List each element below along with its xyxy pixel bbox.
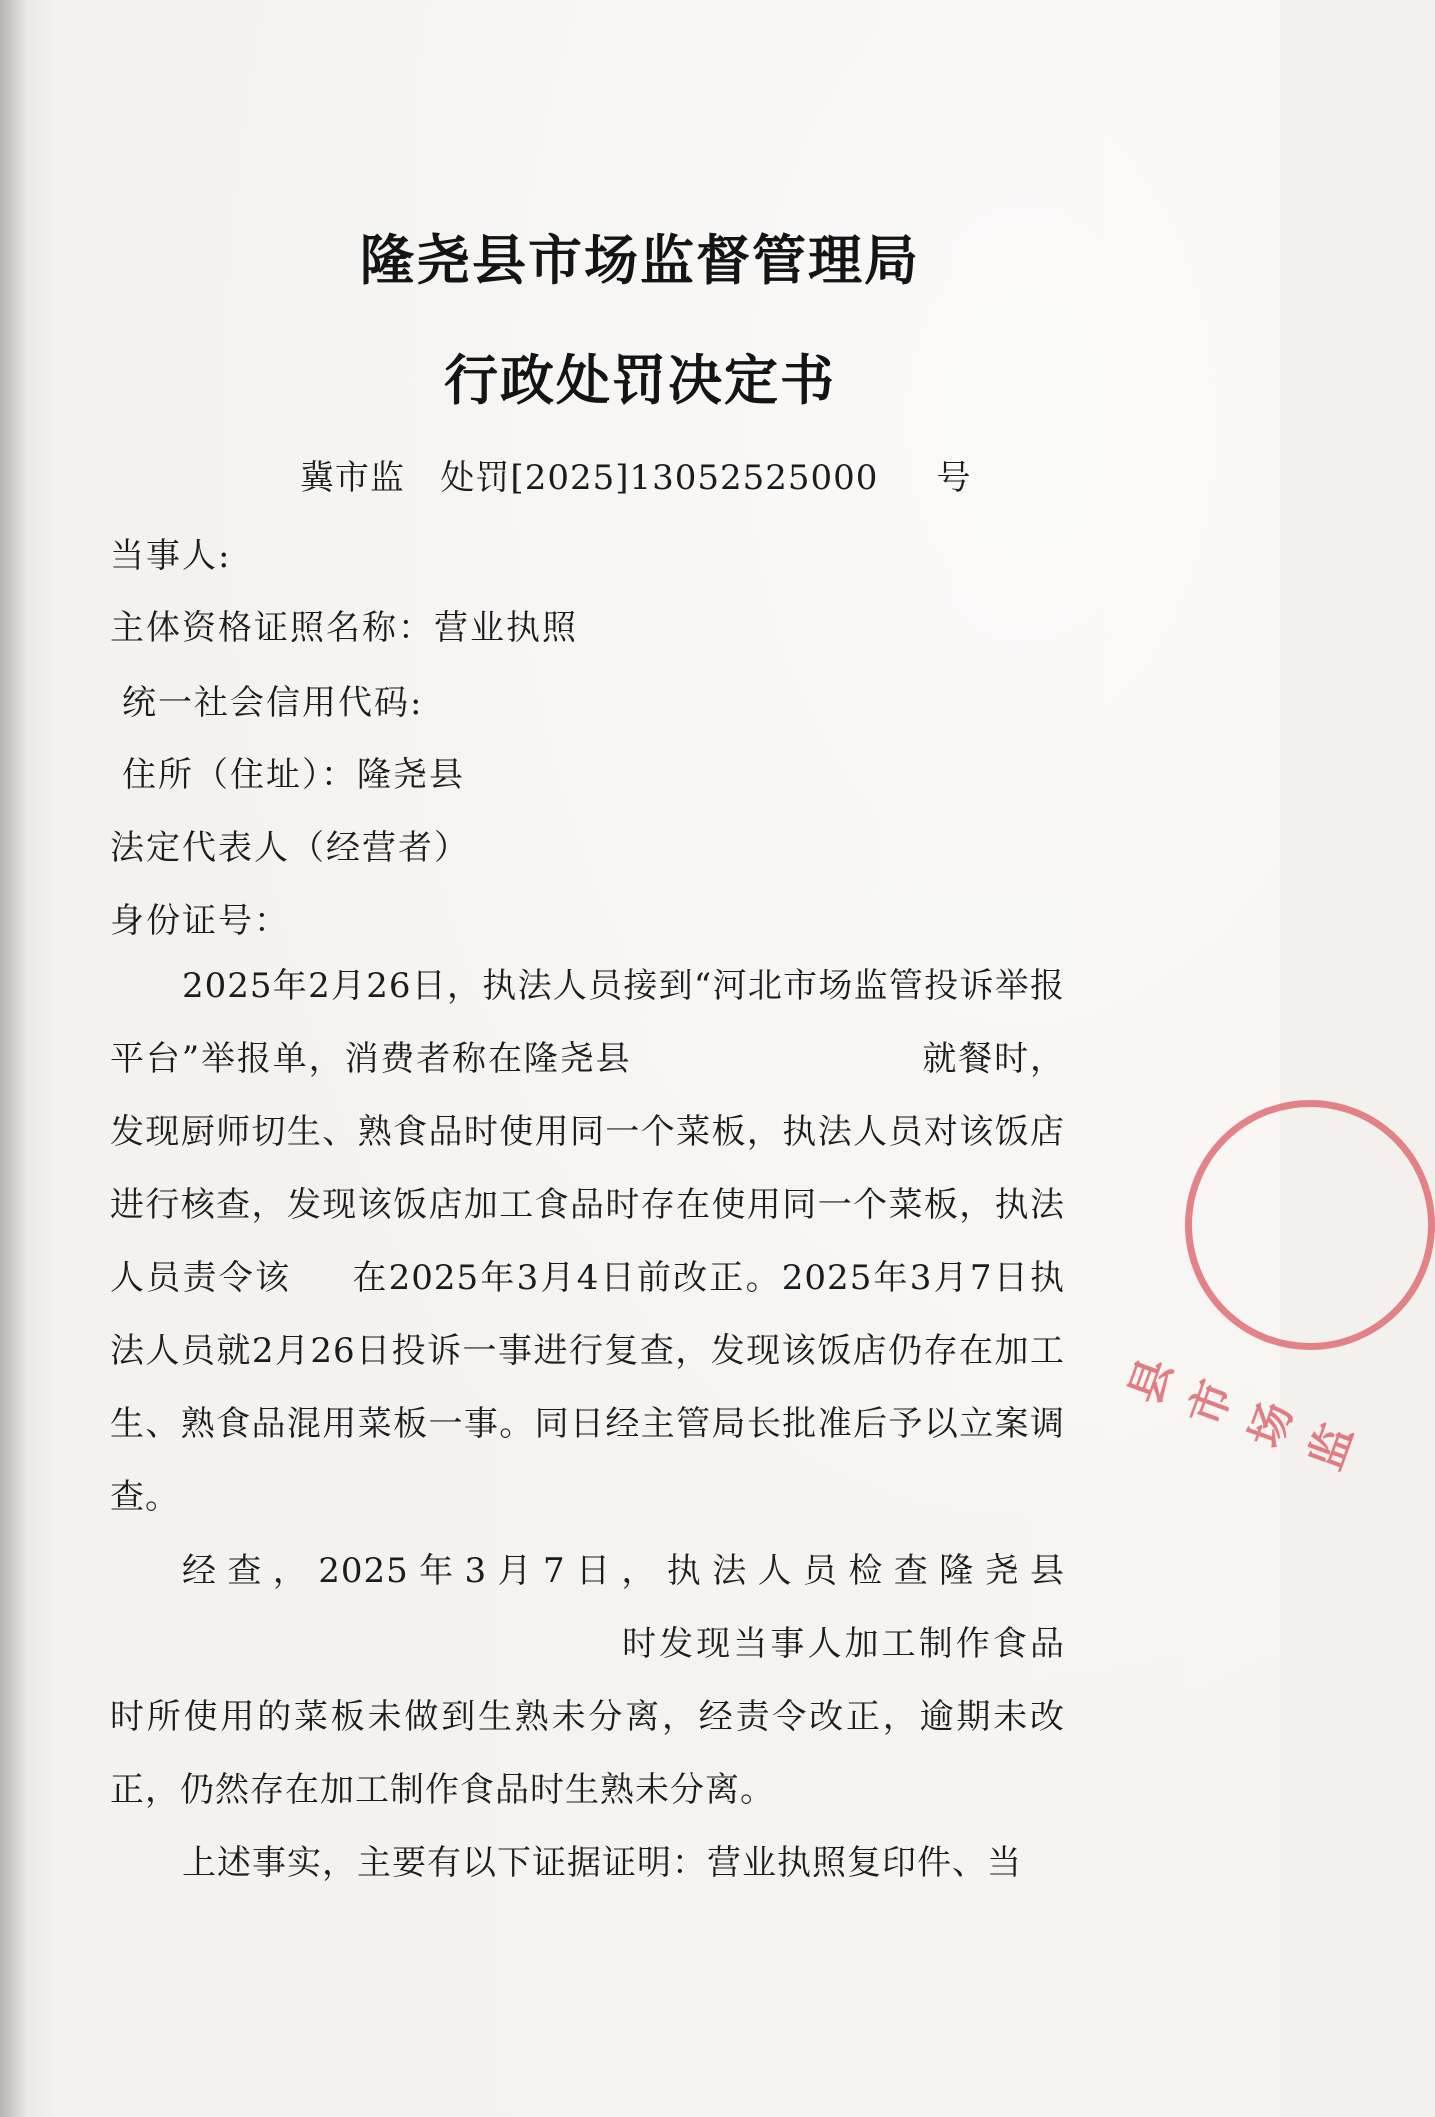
field-party: 当事人: bbox=[110, 536, 232, 576]
doc-number-suffix: 号 bbox=[936, 458, 972, 498]
official-seal bbox=[1185, 1100, 1435, 1350]
field-credit-code: 统一社会信用代码: bbox=[122, 683, 424, 723]
p2-text-b: 时发现当事人加工制作食品时所使用的菜板未做到生熟未分离，经责令改正，逾期未改正，仍然存在加工制作食品时生熟未分离。 bbox=[110, 1624, 1065, 1810]
document-type-title: 行政处罚决定书 bbox=[444, 348, 836, 412]
p2-text-a: 经查，2025年3月7日，执法人员检查隆尧县 bbox=[182, 1551, 1065, 1591]
paragraph-complaint bbox=[110, 950, 1065, 1534]
document-number bbox=[300, 450, 971, 499]
doc-number-core: 处罚[2025]13052525000 bbox=[440, 458, 879, 498]
seal-text: 县市场监 bbox=[1119, 1351, 1364, 1477]
field-license-name: 主体资格证照名称：营业执照 bbox=[110, 608, 578, 648]
field-address: 住所（住址）：隆尧县 bbox=[122, 755, 465, 795]
issuer-title: 隆尧县市场监督管理局 bbox=[360, 228, 920, 292]
binding-shadow bbox=[0, 0, 28, 2117]
paragraph-investigation bbox=[110, 1535, 1065, 1827]
doc-number-prefix: 冀市监 bbox=[300, 458, 405, 498]
field-legal-rep: 法定代表人（经营者） bbox=[110, 828, 470, 868]
p1-text-a: 2025年2月26日，执法人员接到“河北市场监管投诉举报平台”举报单，消费者称在隆尧县 bbox=[110, 966, 1065, 1079]
p1-text-b: 就餐时，发现厨师切生、熟食品时使用同一个菜板，执法人员对该饭店进行核查，发现该饭店加工食品时存在使用同一个菜板，执法人员责令该 bbox=[110, 1039, 1065, 1298]
p1-text-c: 在2025年3月4日前改正。2025年3月7日执法人员就2月26日投诉一事进行复查，发现该饭店仍存在加工生、熟食品混用菜板一事。同日经主管局长批准后予以立案调查。 bbox=[110, 1258, 1065, 1517]
field-id-number: 身份证号： bbox=[110, 901, 290, 941]
paragraph-evidence: 上述事实，主要有以下证据证明：营业执照复印件、当 bbox=[182, 1843, 1022, 1883]
